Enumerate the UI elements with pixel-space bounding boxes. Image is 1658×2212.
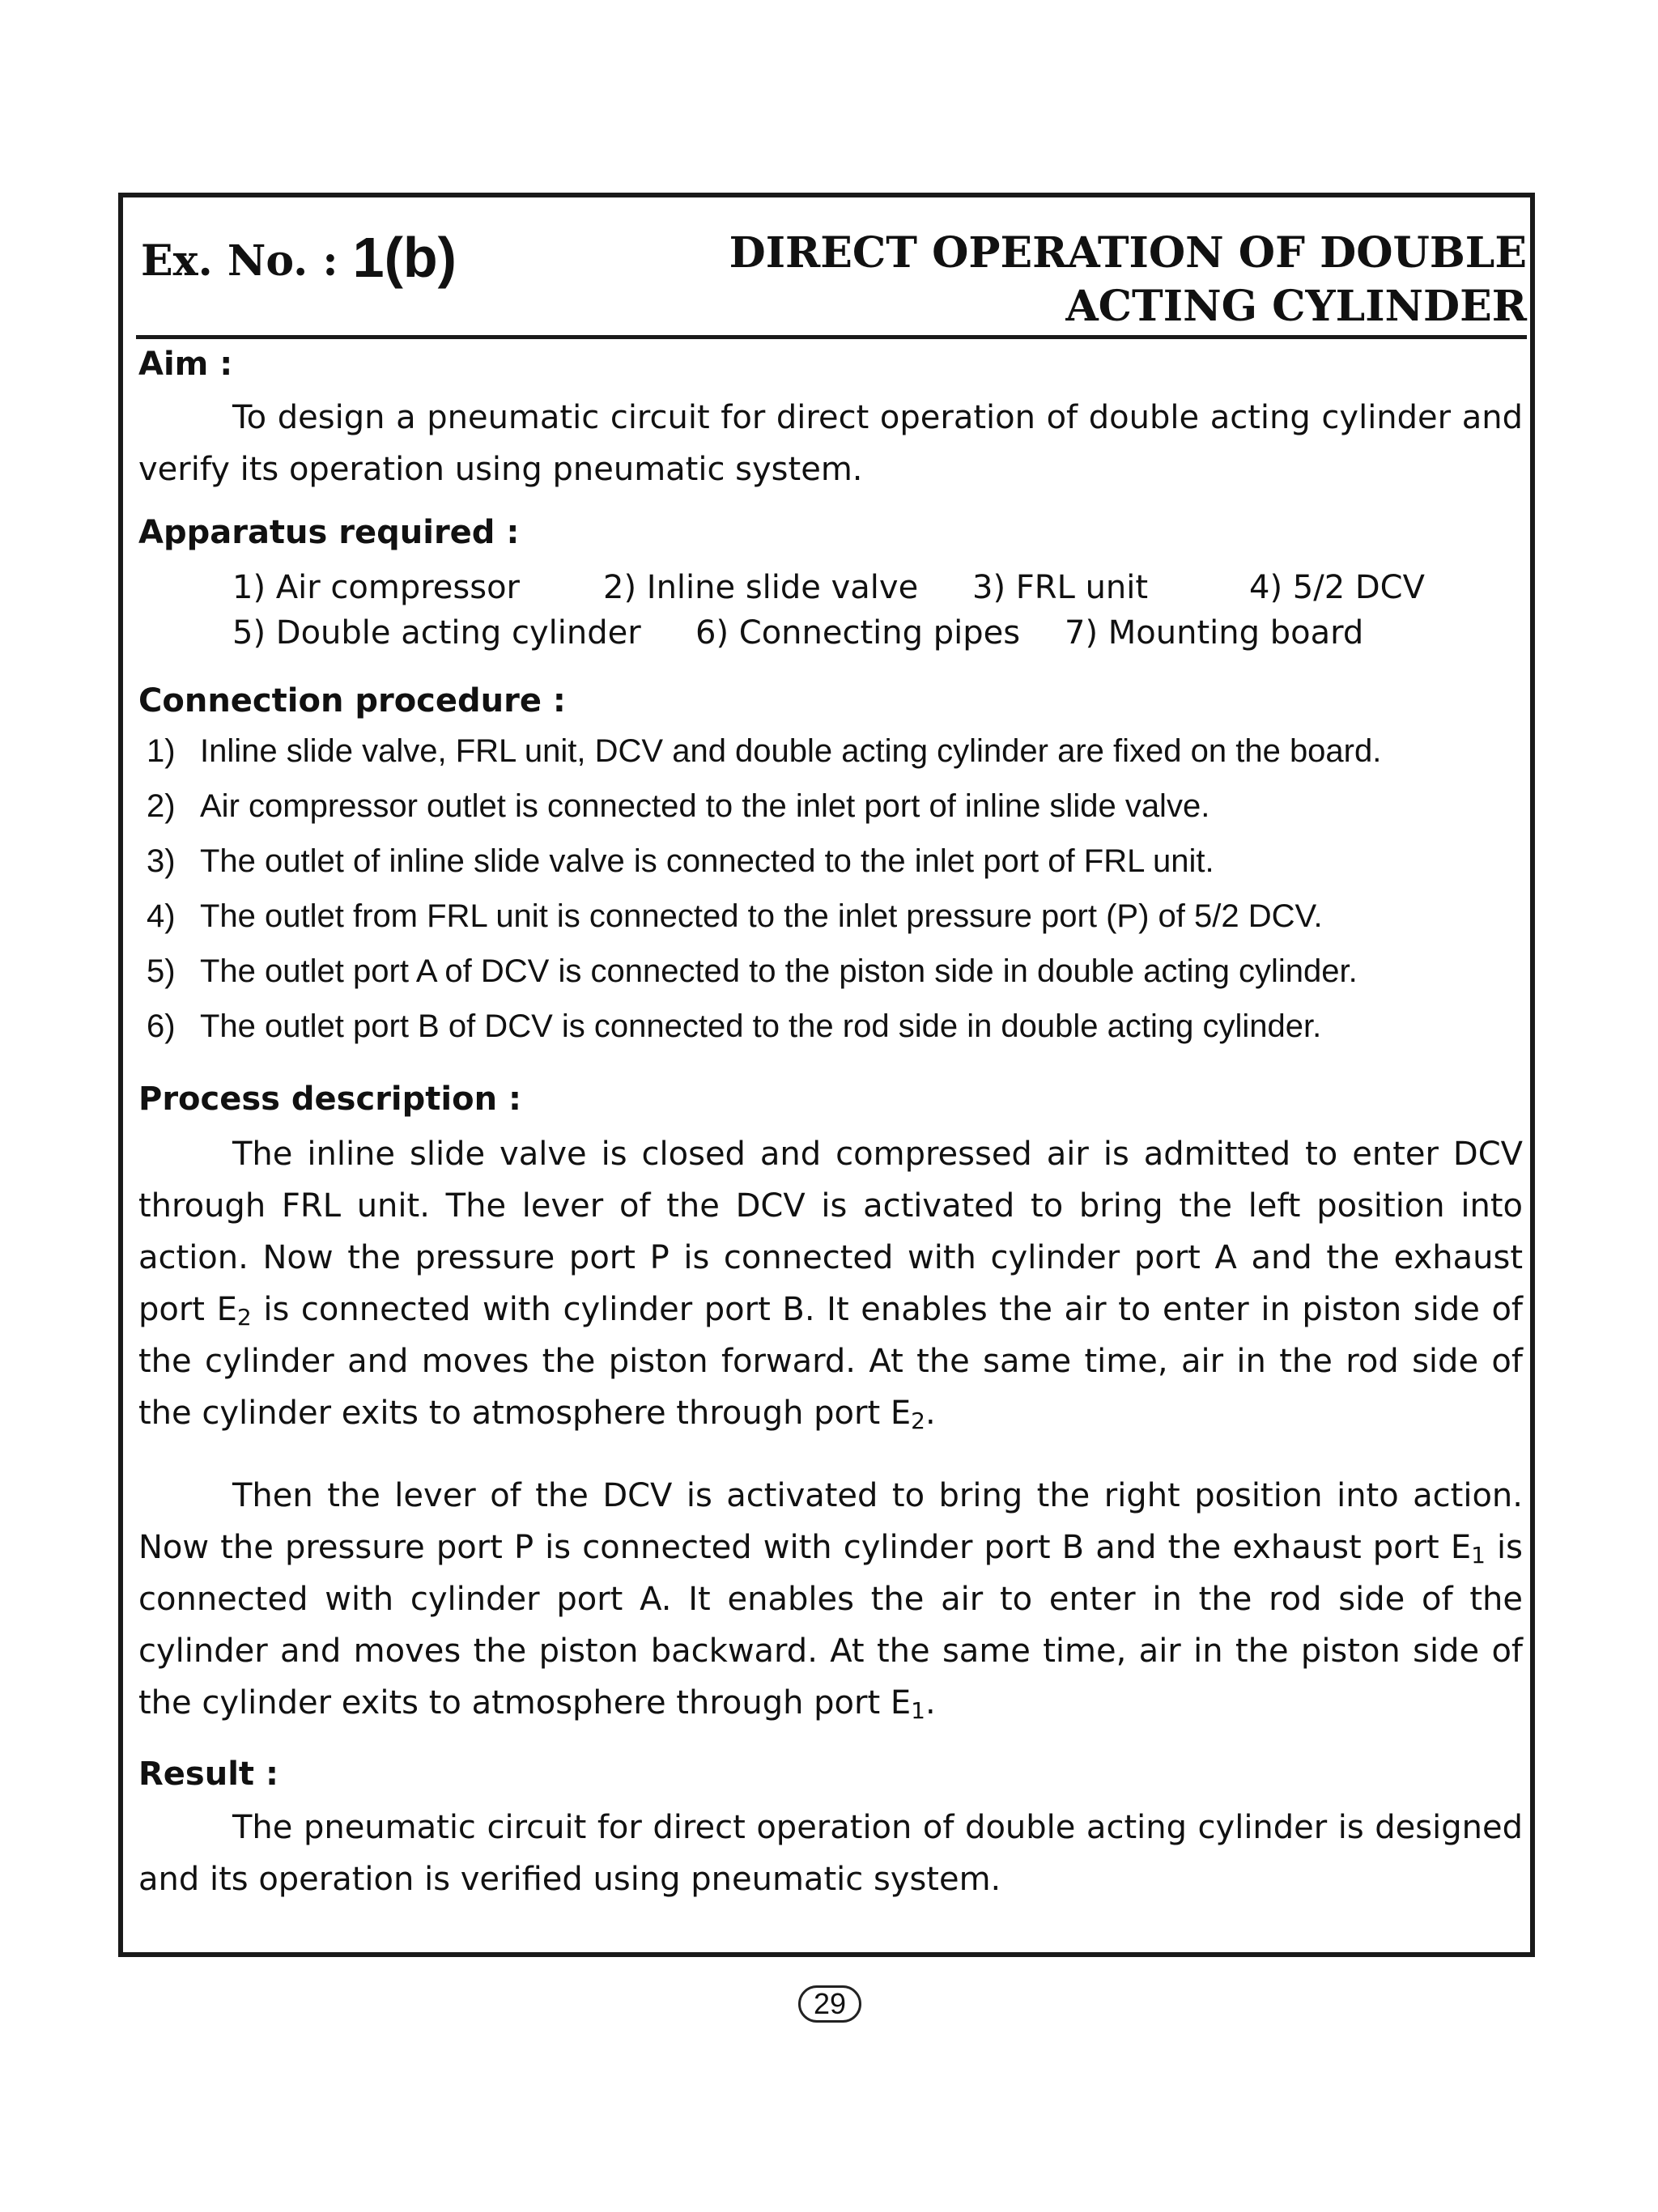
connection-step xyxy=(138,944,1523,999)
apparatus-item: 2) Inline slide valve xyxy=(603,569,919,606)
process-text: The inline slide valve is closed and compressed air is admitted to enter DCV through FRL unit. The lever of the DCV is activated to bring the left position into action. Now the pressure port P is connected with cylinder port A and the exhaust port E xyxy=(138,1136,1523,1328)
step-text: The outlet of inline slide valve is connected to the inlet port of FRL unit. xyxy=(200,843,1214,879)
subscript: 1 xyxy=(911,1697,925,1724)
step-text: Air compressor outlet is connected to the inlet port of inline slide valve. xyxy=(200,788,1210,824)
result-section xyxy=(138,1753,1523,1905)
apparatus-item: 5) Double acting cylinder xyxy=(232,614,641,652)
aim-heading: Aim : xyxy=(138,346,233,383)
apparatus-item: 6) Connecting pipes xyxy=(695,614,1021,652)
apparatus-item: 4) 5/2 DCV xyxy=(1249,569,1425,606)
process-section xyxy=(138,1078,1523,1729)
step-number: 4) xyxy=(147,898,176,934)
step-text: The outlet port B of DCV is connected to the rod side in double acting cylinder. xyxy=(200,1008,1322,1044)
step-text: The outlet from FRL unit is connected to the inlet pressure port (P) of 5/2 DCV. xyxy=(200,898,1323,934)
result-heading: Result : xyxy=(138,1756,278,1793)
connection-section xyxy=(138,680,1523,1054)
process-paragraph-2 xyxy=(138,1470,1523,1729)
connection-steps xyxy=(138,724,1523,1054)
process-text: Then the lever of the DCV is activated to bring the right position into action. Now the pressure port P is connected with cylinder port B and the exhaust port E xyxy=(138,1477,1523,1566)
apparatus-row-2 xyxy=(138,610,1523,656)
exercise-number-label: Ex. No. : xyxy=(141,236,353,286)
step-number: 1) xyxy=(147,733,176,769)
exercise-title-line-2: ACTING CYLINDER xyxy=(1065,282,1527,331)
document-body xyxy=(138,340,1523,1905)
process-text: is connected with cylinder port B. It enables the air to enter in piston side of the cylinder and moves the piston forward. At the same time, air in the rod side of the cylinder exits to atmosphere through port E xyxy=(138,1291,1524,1432)
exercise-title xyxy=(729,227,1527,333)
process-text: . xyxy=(925,1395,936,1432)
step-number: 5) xyxy=(147,953,176,989)
apparatus-section xyxy=(138,512,1523,656)
apparatus-item: 1) Air compressor xyxy=(232,569,520,606)
exercise-title-line-1: DIRECT OPERATION OF DOUBLE xyxy=(729,228,1527,278)
connection-step xyxy=(138,724,1523,779)
step-text: The outlet port A of DCV is connected to the piston side in double acting cylinder. xyxy=(200,953,1358,989)
process-text: is connected with cylinder port A. It enables the air to enter in the rod side of the cylinder and moves the piston backward. At the same time, air in the piston side of the cylinder exits to atmosphere through port E xyxy=(138,1529,1523,1722)
apparatus-heading: Apparatus required : xyxy=(138,514,520,551)
connection-step xyxy=(138,834,1523,889)
step-number: 2) xyxy=(147,788,176,824)
subscript: 2 xyxy=(911,1407,925,1434)
connection-heading: Connection procedure : xyxy=(138,682,566,720)
process-heading: Process description : xyxy=(138,1081,521,1118)
subscript: 2 xyxy=(236,1304,252,1331)
subscript: 1 xyxy=(1471,1542,1486,1569)
step-number: 3) xyxy=(147,843,176,879)
process-paragraph-1 xyxy=(138,1128,1523,1439)
aim-text: To design a pneumatic circuit for direct operation of double acting cylinder and verify its operation using pneumatic system. xyxy=(138,399,1523,488)
process-text: . xyxy=(925,1684,936,1722)
exercise-number-value: 1(b) xyxy=(352,226,457,289)
page-number: 29 xyxy=(798,1985,861,2023)
connection-step xyxy=(138,889,1523,944)
apparatus-row-1 xyxy=(138,565,1523,610)
aim-section xyxy=(138,343,1523,495)
apparatus-item: 3) FRL unit xyxy=(972,569,1149,606)
header-divider xyxy=(136,335,1527,339)
step-text: Inline slide valve, FRL unit, DCV and double acting cylinder are fixed on the board. xyxy=(200,733,1382,769)
step-number: 6) xyxy=(147,1008,176,1044)
result-text: The pneumatic circuit for direct operation of double acting cylinder is designed and its operation is verified using pneumatic system. xyxy=(138,1809,1523,1898)
connection-step xyxy=(138,779,1523,834)
apparatus-item: 7) Mounting board xyxy=(1065,614,1364,652)
connection-step xyxy=(138,999,1523,1054)
exercise-header xyxy=(141,219,1527,340)
exercise-number xyxy=(141,225,457,290)
